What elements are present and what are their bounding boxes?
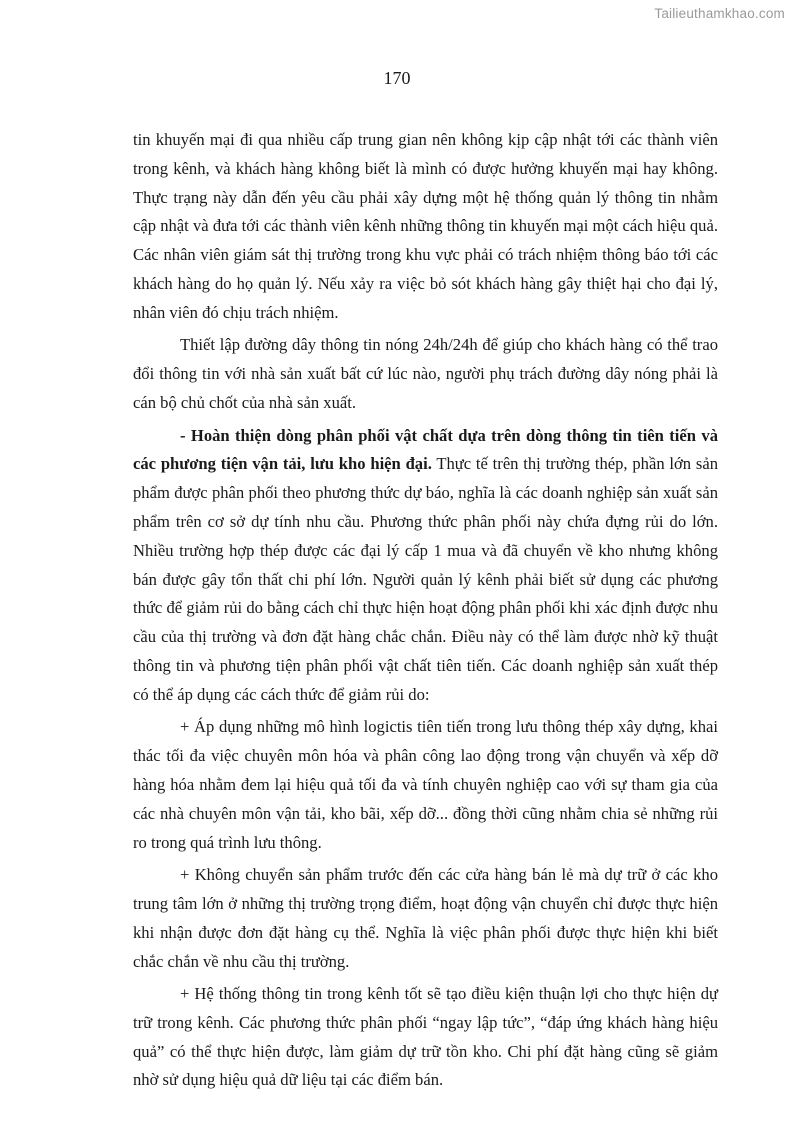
paragraph-2-text: Thiết lập đường dây thông tin nóng 24h/24h để giúp cho khách hàng có thể trao đổi thông tin với nhà sản xuất bất cứ lúc nào, người phụ trách đường dây nóng phải là cán bộ chủ chốt của nhà sản xuất. <box>133 335 718 412</box>
paragraph-3-text: Thực tế trên thị trường thép, phần lớn sản phẩm được phân phối theo phương thức dự báo, nghĩa là các doanh nghiệp sản xuất sản phẩm trên cơ sở dự tính nhu cầu. Phương thức phân phối này chứa đựng rủi do lớn. Nhiều trường hợp thép được các đại lý cấp 1 mua và đã chuyển về kho nhưng không bán được gây tổn thất chi phí lớn. Người quản lý kênh phải biết sử dụng các phương thức để giảm rủi do bằng cách chỉ thực hiện hoạt động phân phối khi xác định được nhu cầu của thị trường và đơn đặt hàng chắc chắn. Điều này có thể làm được nhờ kỹ thuật thông tin và phương tiện phân phối vật chất tiên tiến. Các doanh nghiệp sản xuất thép có thể áp dụng các cách thức để giảm rủi do: <box>133 454 718 704</box>
document-body <box>133 126 718 1099</box>
paragraph-6-text: + Hệ thống thông tin trong kênh tốt sẽ tạo điều kiện thuận lợi cho thực hiện dự trữ trong kênh. Các phương thức phân phối “ngay lập tức”, “đáp ứng khách hàng hiệu quả” có thể thực hiện được, làm giảm dự trữ tồn kho. Chi phí đặt hàng cũng sẽ giảm nhờ sử dụng hiệu quả dữ liệu tại các điểm bán. <box>133 984 718 1090</box>
paragraph-3 <box>133 422 718 710</box>
paragraph-5 <box>133 861 718 976</box>
paragraph-6 <box>133 980 718 1095</box>
page-number: 170 <box>383 68 411 88</box>
paragraph-2 <box>133 331 718 417</box>
paragraph-4-text: + Áp dụng những mô hình logictis tiên tiến trong lưu thông thép xây dựng, khai thác tối đa việc chuyên môn hóa và phân công lao động trong vận chuyển và xếp dỡ hàng hóa nhằm đem lại hiệu quả tối đa và tính chuyên nghiệp cao với sự tham gia của các nhà chuyên môn vận tải, kho bãi, xếp dỡ... đồng thời cũng nhằm chia sẻ những rủi ro trong quá trình lưu thông. <box>133 717 718 852</box>
paragraph-1 <box>133 126 718 328</box>
watermark: Tailieuthamkhao.com <box>654 6 785 21</box>
paragraph-1-text: tin khuyến mại đi qua nhiều cấp trung gian nên không kịp cập nhật tới các thành viên trong kênh, và khách hàng không biết là mình có được hưởng khuyến mại hay không. Thực trạng này dẫn đến yêu cầu phải xây dựng một hệ thống quản lý thông tin nhằm cập nhật và đưa tới các thành viên kênh những thông tin khuyến mại một cách hiệu quả. Các nhân viên giám sát thị trường trong khu vực phải có trách nhiệm thông báo tới các khách hàng do họ quản lý. Nếu xảy ra việc bỏ sót khách hàng gây thiệt hại cho đại lý, nhân viên đó chịu trách nhiệm. <box>133 130 718 322</box>
paragraph-5-text: + Không chuyển sản phẩm trước đến các cửa hàng bán lẻ mà dự trữ ở các kho trung tâm lớn ở những thị trường trọng điểm, hoạt động vận chuyển chỉ được thực hiện khi nhận được đơn đặt hàng cụ thể. Nghĩa là việc phân phối được thực hiện khi biết chắc chắn về nhu cầu thị trường. <box>133 865 718 971</box>
paragraph-3-heading: - Hoàn thiện dòng phân phối vật chất dựa trên dòng thông tin tiên tiến và các phương tiện vận tải, lưu kho hiện đại. <box>133 425 718 474</box>
paragraph-4 <box>133 713 718 857</box>
